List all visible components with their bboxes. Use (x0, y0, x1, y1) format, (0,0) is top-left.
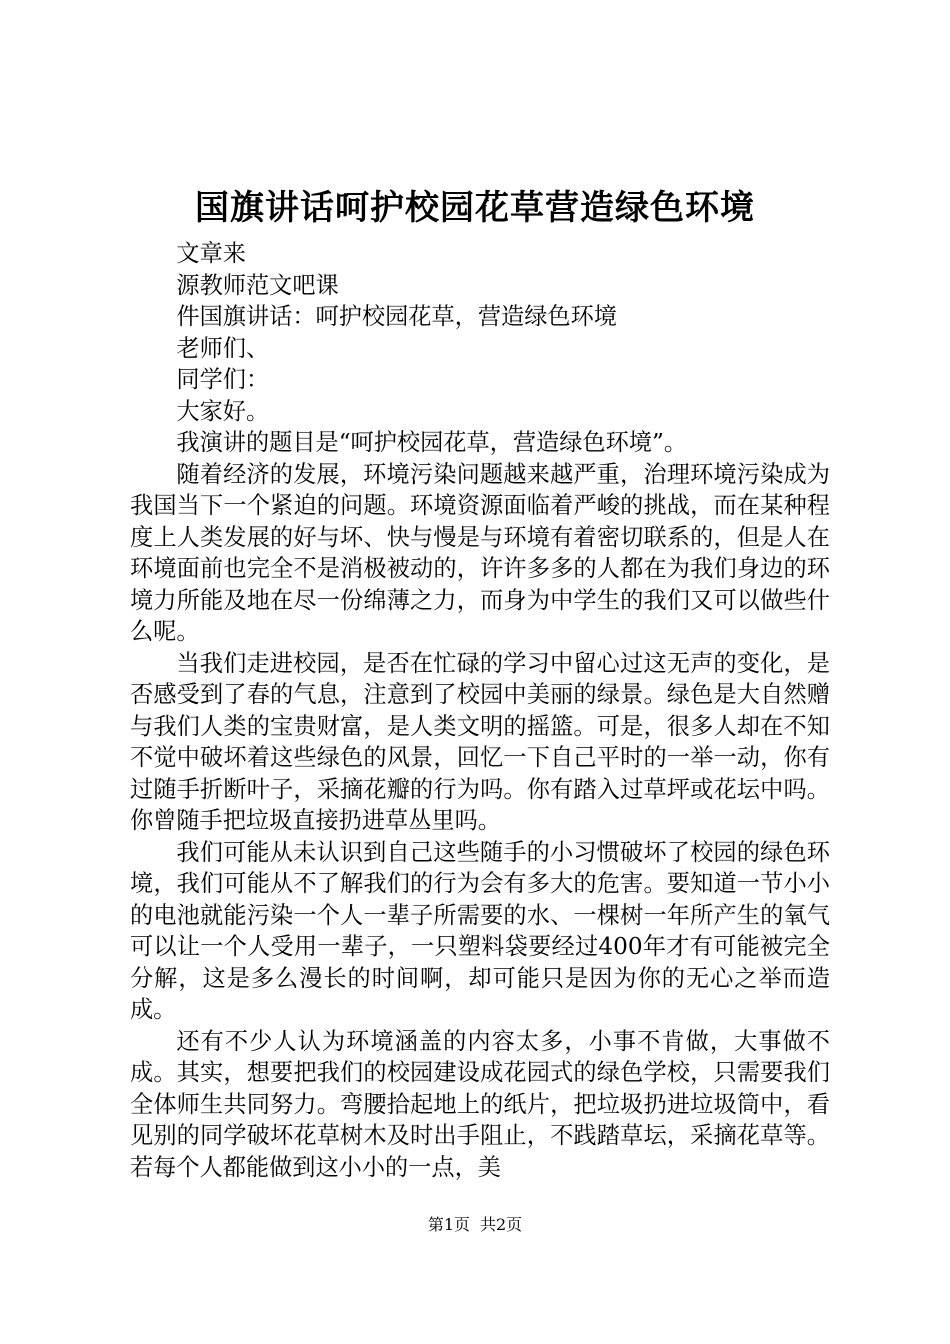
paragraph: 我演讲的题目是“呵护校园花草，营造绿色环境”。 (176, 429, 688, 456)
paragraph: 我们可能从未认识到自己这些随手的小习惯破坏了校园的绿色环境，我们可能从不了解我们的行为会有多大的危害。要知道一节小小的电池就能污染一个人一辈子所需要的水、一棵树一年所产生的氧气可以让一个人受用一辈子，一只塑料袋要经过400年才有可能被完全分解，这是多么漫长的时间啊，却可能只是因为你的无心之举而造成。 (130, 838, 830, 1023)
paragraph: 当我们走进校园，是否在忙碌的学习中留心过这无声的变化，是否感受到了春的气息，注意到了校园中美丽的绿景。绿色是大自然赠与我们人类的宝贵财富，是人类文明的摇篮。可是，很多人却在不知不觉中破坏着这些绿色的风景，回忆一下自己平时的一举一动，你有过随手折断叶子，采摘花瓣的行为吗。你有踏入过草坪或花坛中吗。你曾随手把垃圾直接扔进草丛里吗。 (130, 649, 830, 834)
paragraph: 大家好。 (176, 397, 270, 425)
paragraph: 还有不少人认为环境涵盖的内容太多，小事不肯做，大事做不成。其实，想要把我们的校园建设成花园式的绿色学校，只需要我们全体师生共同努力。弯腰拾起地上的纸片，把垃圾扔进垃圾筒中，看见别的同学破坏花草树木及时出手阻止，不践踏草坛，采摘花草等。若每个人都能做到这小小的一点，美 (130, 1027, 830, 1181)
paragraph: 随着经济的发展，环境污染问题越来越严重，治理环境污染成为我国当下一个紧迫的问题。环境资源面临着严峻的挑战，而在某种程度上人类发展的好与坏、快与慢是与环境有着密切联系的，但是人在环境面前也完全不是消极被动的，许许多多的人都在为我们身边的环境力所能及地在尽一份绵薄之力，而身为中学生的我们又可以做些什么呢。 (130, 460, 830, 645)
paragraph: 老师们、 (176, 334, 270, 362)
page-total: 共2页 (480, 1215, 523, 1234)
page-number: 第1页 (427, 1215, 470, 1234)
paragraph: 文章来 (176, 240, 246, 267)
paragraph: 源教师范文吧课 (176, 271, 339, 299)
document-title: 国旗讲话呵护校园花草营造绿色环境 (195, 188, 755, 228)
page-footer (0, 1213, 950, 1237)
document-body (130, 238, 830, 1183)
paragraph: 件国旗讲话：呵护校园花草，营造绿色环境 (176, 303, 617, 330)
paragraph: 同学们： (176, 366, 270, 393)
